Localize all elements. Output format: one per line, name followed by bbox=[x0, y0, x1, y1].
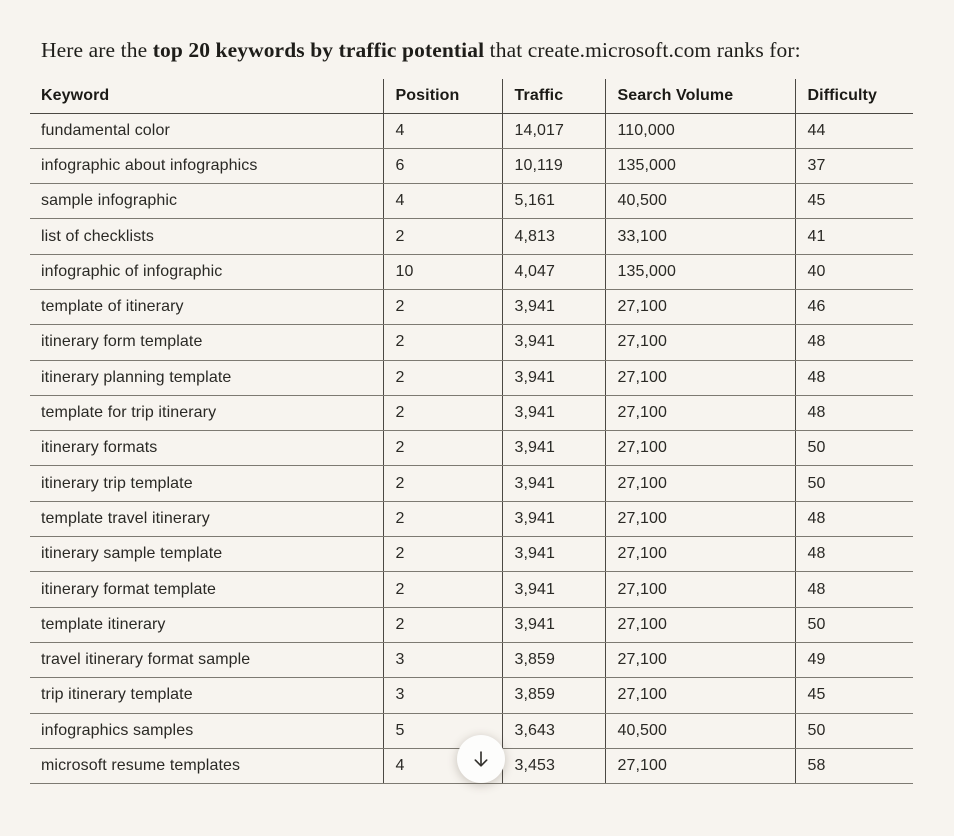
cell-search-volume: 110,000 bbox=[605, 113, 795, 148]
cell-keyword: list of checklists bbox=[30, 219, 383, 254]
table-row bbox=[30, 678, 913, 713]
cell-difficulty: 48 bbox=[795, 572, 913, 607]
column-header-search-volume: Search Volume bbox=[605, 79, 795, 113]
cell-keyword: microsoft resume templates bbox=[30, 748, 383, 783]
cell-keyword: itinerary form template bbox=[30, 325, 383, 360]
cell-position: 2 bbox=[383, 325, 502, 360]
cell-difficulty: 37 bbox=[795, 148, 913, 183]
cell-search-volume: 27,100 bbox=[605, 289, 795, 324]
cell-position: 6 bbox=[383, 148, 502, 183]
column-header-position: Position bbox=[383, 79, 502, 113]
table-row bbox=[30, 254, 913, 289]
cell-search-volume: 27,100 bbox=[605, 572, 795, 607]
cell-search-volume: 27,100 bbox=[605, 607, 795, 642]
cell-traffic: 3,941 bbox=[502, 466, 605, 501]
table-row bbox=[30, 360, 913, 395]
cell-difficulty: 50 bbox=[795, 431, 913, 466]
cell-position: 10 bbox=[383, 254, 502, 289]
table-row bbox=[30, 184, 913, 219]
table-header bbox=[30, 79, 913, 113]
cell-traffic: 4,047 bbox=[502, 254, 605, 289]
heading-suffix: that create.microsoft.com ranks for: bbox=[484, 38, 801, 62]
cell-position: 2 bbox=[383, 431, 502, 466]
cell-traffic: 10,119 bbox=[502, 148, 605, 183]
table-row bbox=[30, 219, 913, 254]
cell-search-volume: 27,100 bbox=[605, 395, 795, 430]
heading-prefix: Here are the bbox=[41, 38, 153, 62]
cell-search-volume: 27,100 bbox=[605, 748, 795, 783]
cell-position: 3 bbox=[383, 678, 502, 713]
cell-traffic: 3,941 bbox=[502, 537, 605, 572]
cell-search-volume: 27,100 bbox=[605, 360, 795, 395]
table-row bbox=[30, 325, 913, 360]
cell-difficulty: 41 bbox=[795, 219, 913, 254]
table-row bbox=[30, 113, 913, 148]
cell-keyword: template for trip itinerary bbox=[30, 395, 383, 430]
cell-keyword: itinerary formats bbox=[30, 431, 383, 466]
cell-difficulty: 58 bbox=[795, 748, 913, 783]
cell-search-volume: 135,000 bbox=[605, 254, 795, 289]
cell-difficulty: 45 bbox=[795, 678, 913, 713]
table-row bbox=[30, 431, 913, 466]
keywords-table bbox=[30, 79, 913, 784]
cell-difficulty: 48 bbox=[795, 395, 913, 430]
cell-traffic: 3,859 bbox=[502, 678, 605, 713]
cell-traffic: 4,813 bbox=[502, 219, 605, 254]
cell-traffic: 3,941 bbox=[502, 431, 605, 466]
cell-keyword: template travel itinerary bbox=[30, 501, 383, 536]
cell-difficulty: 44 bbox=[795, 113, 913, 148]
cell-position: 2 bbox=[383, 501, 502, 536]
page-title bbox=[41, 36, 801, 64]
cell-difficulty: 48 bbox=[795, 325, 913, 360]
table-row bbox=[30, 642, 913, 677]
cell-search-volume: 40,500 bbox=[605, 184, 795, 219]
cell-traffic: 3,941 bbox=[502, 325, 605, 360]
cell-position: 2 bbox=[383, 395, 502, 430]
cell-position: 4 bbox=[383, 184, 502, 219]
cell-difficulty: 50 bbox=[795, 713, 913, 748]
cell-position: 2 bbox=[383, 607, 502, 642]
table-row bbox=[30, 289, 913, 324]
cell-traffic: 3,643 bbox=[502, 713, 605, 748]
cell-difficulty: 50 bbox=[795, 466, 913, 501]
table-body bbox=[30, 113, 913, 784]
table-row bbox=[30, 537, 913, 572]
cell-keyword: travel itinerary format sample bbox=[30, 642, 383, 677]
cell-traffic: 14,017 bbox=[502, 113, 605, 148]
cell-search-volume: 40,500 bbox=[605, 713, 795, 748]
cell-search-volume: 33,100 bbox=[605, 219, 795, 254]
cell-traffic: 3,941 bbox=[502, 501, 605, 536]
cell-keyword: itinerary format template bbox=[30, 572, 383, 607]
cell-keyword: template of itinerary bbox=[30, 289, 383, 324]
cell-traffic: 5,161 bbox=[502, 184, 605, 219]
cell-keyword: itinerary planning template bbox=[30, 360, 383, 395]
cell-position: 3 bbox=[383, 642, 502, 677]
table-row bbox=[30, 466, 913, 501]
cell-position: 2 bbox=[383, 219, 502, 254]
cell-search-volume: 27,100 bbox=[605, 501, 795, 536]
arrow-down-icon bbox=[470, 748, 492, 770]
cell-search-volume: 27,100 bbox=[605, 678, 795, 713]
cell-keyword: sample infographic bbox=[30, 184, 383, 219]
cell-keyword: template itinerary bbox=[30, 607, 383, 642]
table-header-row bbox=[30, 79, 913, 113]
table-row bbox=[30, 501, 913, 536]
table-row bbox=[30, 572, 913, 607]
cell-difficulty: 48 bbox=[795, 537, 913, 572]
table-row bbox=[30, 148, 913, 183]
cell-search-volume: 27,100 bbox=[605, 325, 795, 360]
cell-keyword: itinerary trip template bbox=[30, 466, 383, 501]
cell-keyword: fundamental color bbox=[30, 113, 383, 148]
cell-traffic: 3,859 bbox=[502, 642, 605, 677]
cell-difficulty: 50 bbox=[795, 607, 913, 642]
cell-position: 2 bbox=[383, 289, 502, 324]
cell-keyword: trip itinerary template bbox=[30, 678, 383, 713]
scroll-down-button[interactable] bbox=[457, 735, 505, 783]
cell-traffic: 3,941 bbox=[502, 360, 605, 395]
cell-traffic: 3,941 bbox=[502, 607, 605, 642]
cell-position: 2 bbox=[383, 572, 502, 607]
cell-search-volume: 27,100 bbox=[605, 431, 795, 466]
table-row bbox=[30, 607, 913, 642]
cell-difficulty: 48 bbox=[795, 360, 913, 395]
cell-position: 2 bbox=[383, 360, 502, 395]
cell-position: 4 bbox=[383, 113, 502, 148]
cell-difficulty: 49 bbox=[795, 642, 913, 677]
cell-keyword: infographic of infographic bbox=[30, 254, 383, 289]
cell-difficulty: 45 bbox=[795, 184, 913, 219]
table-row bbox=[30, 395, 913, 430]
cell-position: 4 bbox=[383, 748, 502, 783]
cell-search-volume: 135,000 bbox=[605, 148, 795, 183]
cell-keyword: itinerary sample template bbox=[30, 537, 383, 572]
column-header-traffic: Traffic bbox=[502, 79, 605, 113]
cell-traffic: 3,941 bbox=[502, 289, 605, 324]
cell-traffic: 3,941 bbox=[502, 395, 605, 430]
cell-difficulty: 46 bbox=[795, 289, 913, 324]
cell-traffic: 3,941 bbox=[502, 572, 605, 607]
cell-position: 2 bbox=[383, 466, 502, 501]
column-header-keyword: Keyword bbox=[30, 79, 383, 113]
cell-traffic: 3,453 bbox=[502, 748, 605, 783]
column-header-difficulty: Difficulty bbox=[795, 79, 913, 113]
cell-search-volume: 27,100 bbox=[605, 537, 795, 572]
cell-difficulty: 40 bbox=[795, 254, 913, 289]
cell-keyword: infographics samples bbox=[30, 713, 383, 748]
cell-search-volume: 27,100 bbox=[605, 466, 795, 501]
heading-bold: top 20 keywords by traffic potential bbox=[152, 38, 485, 62]
cell-search-volume: 27,100 bbox=[605, 642, 795, 677]
cell-difficulty: 48 bbox=[795, 501, 913, 536]
cell-keyword: infographic about infographics bbox=[30, 148, 383, 183]
cell-position: 2 bbox=[383, 537, 502, 572]
cell-position: 5 bbox=[383, 713, 502, 748]
